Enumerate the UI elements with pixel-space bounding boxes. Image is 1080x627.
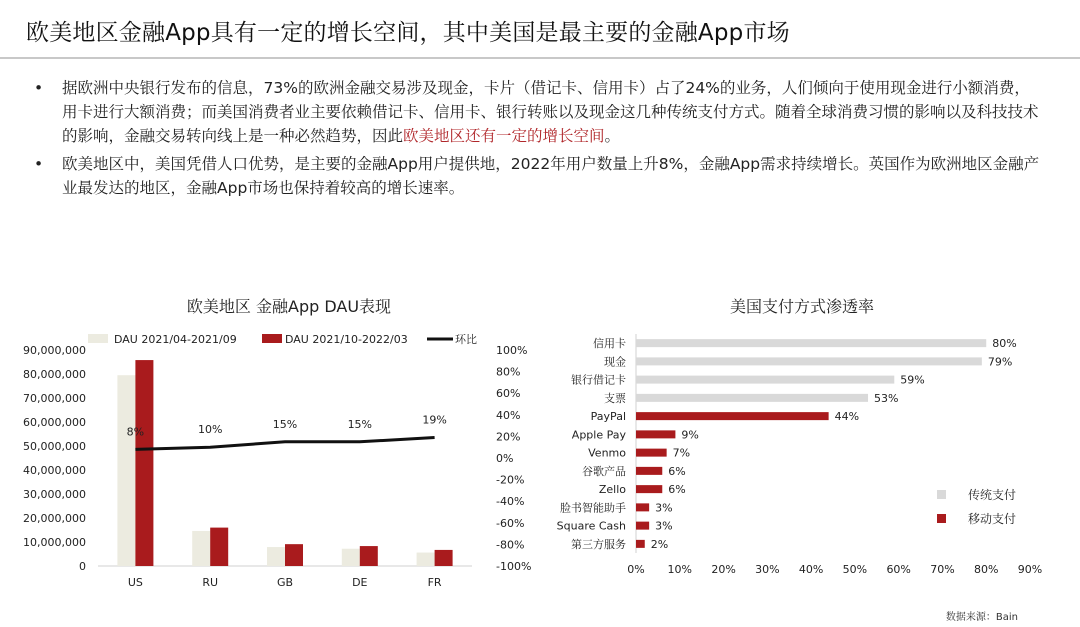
page-title: 欧美地区金融App具有一定的增长空间，其中美国是最主要的金融App市场 [26, 20, 790, 46]
bullet-text: 欧美地区中，美国凭借人口优势，是主要的金融App用户提供地，2022年用户数量上升8%，金融App需求持续增长。英国作为欧洲地区金融产业最发达的地区，金融App市场也保持着较高的增长速率。 [62, 155, 1040, 197]
y-tick-label: 30,000,000 [23, 488, 86, 501]
value-label: 59% [900, 373, 925, 387]
value-label: 44% [834, 410, 860, 424]
legend-label-2: DAU 2021/10-2022/03 [285, 333, 408, 346]
bar-9 [636, 503, 649, 511]
mom-data-label: 19% [422, 413, 447, 427]
mom-data-label: 15% [347, 417, 373, 431]
y2-tick-label: 0% [496, 452, 514, 465]
value-label: 3% [655, 501, 673, 515]
category-label: Square Cash [556, 519, 626, 533]
x-tick-label: 20% [711, 563, 736, 576]
legend-swatch-1 [937, 490, 946, 499]
bar-0 [636, 339, 986, 347]
y-tick-label: 0 [79, 560, 86, 573]
y-tick-label: 20,000,000 [23, 512, 86, 525]
bar-3 [636, 394, 868, 402]
value-label: 7% [672, 446, 691, 460]
value-label: 80% [992, 337, 1017, 351]
y-tick-label: 10,000,000 [23, 536, 86, 549]
legend-swatch-2 [937, 514, 946, 523]
category-label: 现金 [604, 355, 626, 369]
y2-tick-label: -20% [496, 473, 525, 487]
mom-data-label: 15% [272, 417, 298, 431]
legend-label-2: 移动支付 [968, 512, 1017, 526]
x-tick-label: 70% [930, 563, 955, 576]
y-tick-label: 70,000,000 [23, 392, 86, 405]
source-note: 数据来源：Bain [945, 612, 1018, 623]
bar-8 [636, 485, 662, 493]
value-label: 2% [650, 537, 669, 551]
bar-4 [636, 412, 829, 420]
bullet-dot: • [34, 155, 44, 173]
chart-title: 欧美地区 金融App DAU表现 [186, 297, 392, 316]
y2-tick-label: -60% [496, 516, 525, 530]
y2-tick-label: -100% [496, 560, 532, 573]
value-label: 6% [668, 483, 686, 497]
bar-6 [636, 449, 667, 457]
y2-tick-label: -40% [496, 495, 525, 509]
category-label: 银行借记卡 [571, 373, 626, 387]
x-tick-label: 40% [798, 563, 824, 576]
category-label: Venmo [588, 446, 626, 460]
category-label: 谷歌产品 [582, 464, 626, 478]
category-label: Apple Pay [571, 428, 626, 442]
y2-tick-label: 80% [496, 365, 521, 379]
x-tick-label: DE [352, 576, 368, 589]
x-tick-label: FR [427, 576, 442, 589]
bullet-highlight: 欧美地区还有一定的增长空间 [403, 127, 605, 145]
category-label: PayPal [590, 410, 626, 424]
bar-10 [636, 522, 649, 530]
y-tick-label: 90,000,000 [23, 344, 86, 357]
bar-1 [636, 357, 982, 365]
x-tick-label: US [127, 576, 143, 589]
category-label: 脸书智能助手 [560, 501, 626, 515]
y-tick-label: 40,000,000 [23, 464, 86, 477]
value-label: 9% [681, 428, 699, 442]
bar-7 [636, 467, 662, 475]
category-label: Zello [598, 483, 626, 497]
y2-tick-label: 60% [496, 387, 521, 401]
value-label: 3% [655, 519, 673, 533]
mom-data-label: 8% [126, 425, 145, 439]
x-tick-label: RU [202, 576, 219, 589]
bar-2 [636, 376, 894, 384]
value-label: 53% [874, 391, 899, 405]
bullet-text: 据欧洲中央银行发布的信息，73%的欧洲金融交易涉及现金，卡片（借记卡、信用卡）占了24%的业务，人们倾向于使用现金进行小额消费，用卡进行大额消费；而美国消费者业主要依赖借记卡、信用卡、银行转账以及现金这几种传统支付方式。随着全球消费习惯的影响以及科技技术的影响，金融交易转向线上是一种必然趋势，因此 [62, 79, 1039, 145]
y-tick-label: 50,000,000 [23, 440, 86, 453]
value-label: 6% [668, 464, 686, 478]
bar-5 [636, 430, 675, 438]
x-tick-label: 50% [842, 563, 868, 576]
y-tick-label: 80,000,000 [23, 368, 86, 381]
x-tick-label: 80% [973, 563, 999, 576]
y2-tick-label: 100% [496, 344, 528, 357]
category-label: 信用卡 [593, 337, 626, 351]
category-label: 第三方服务 [571, 537, 626, 551]
y-tick-label: 60,000,000 [23, 416, 86, 429]
x-tick-label: 10% [667, 563, 693, 576]
x-tick-label: GB [276, 576, 294, 589]
category-label: 支票 [604, 391, 626, 405]
x-tick-label: 30% [755, 563, 780, 576]
bar-11 [636, 540, 645, 548]
legend-label-3: 环比 [455, 333, 477, 346]
mom-data-label: 10% [197, 423, 223, 437]
x-tick-label: 90% [1017, 563, 1043, 576]
y2-tick-label: -80% [496, 538, 525, 552]
y2-tick-label: 20% [496, 430, 521, 444]
legend-label-1: DAU 2021/04-2021/09 [114, 333, 237, 346]
bullet-dot: • [34, 79, 44, 97]
x-tick-label: 0% [627, 563, 645, 576]
y2-tick-label: 40% [496, 408, 521, 422]
legend-label-1: 传统支付 [968, 488, 1017, 502]
chart-title: 美国支付方式渗透率 [729, 297, 875, 316]
x-tick-label: 60% [886, 563, 911, 576]
bullet-text-end: 。 [604, 127, 621, 145]
value-label: 79% [987, 355, 1013, 369]
